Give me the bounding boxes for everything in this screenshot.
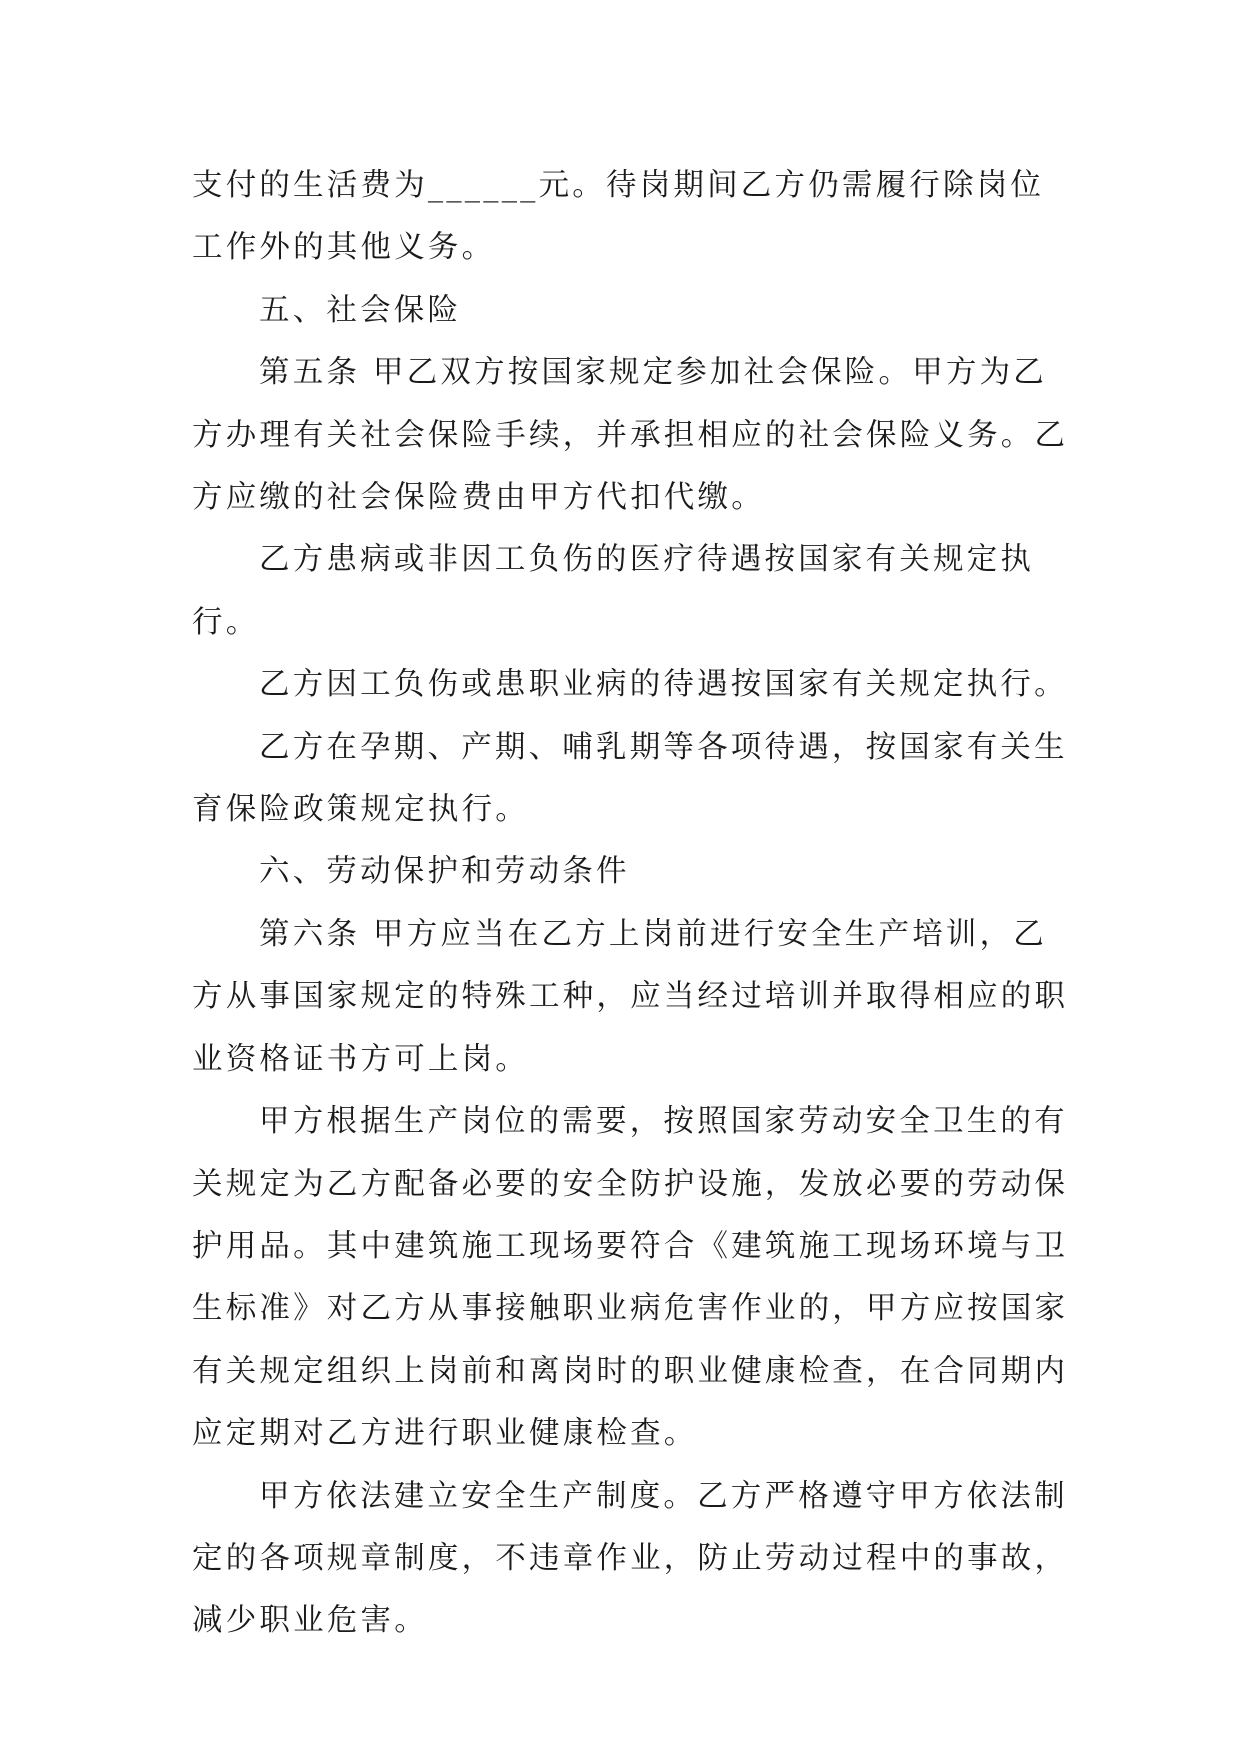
section-heading-labor-protection: 六、劳动保护和劳动条件 bbox=[259, 854, 630, 890]
document-page bbox=[192, 155, 1072, 1653]
article-5-paragraph-1: 第五条 甲乙双方按国家规定参加社会保险。甲方为乙方办理有关社会保险手续，并承担相应的社会保险义务。乙方应缴的社会保险费由甲方代扣代缴。 bbox=[192, 355, 1069, 516]
article-6-paragraph-2: 甲方根据生产岗位的需要，按照国家劳动安全卫生的有关规定为乙方配备必要的安全防护设施，发放必要的劳动保护用品。其中建筑施工现场要符合《建筑施工现场环境与卫生标准》对乙方从事接触职业病危害作业的，甲方应按国家有关规定组织上岗前和离岗时的职业健康检查，在合同期内应定期对乙方进行职业健康检查。 bbox=[192, 1104, 1069, 1452]
paragraph-continuation: 支付的生活费为______元。待岗期间乙方仍需履行除岗位工作外的其他义务。 bbox=[192, 168, 1045, 266]
article-6-paragraph-1: 第六条 甲方应当在乙方上岗前进行安全生产培训，乙方从事国家规定的特殊工种，应当经过培训并取得相应的职业资格证书方可上岗。 bbox=[192, 916, 1069, 1077]
article-6-paragraph-3: 甲方依法建立安全生产制度。乙方严格遵守甲方依法制定的各项规章制度，不违章作业，防止劳动过程中的事故，减少职业危害。 bbox=[192, 1478, 1069, 1639]
article-5-paragraph-4: 乙方在孕期、产期、哺乳期等各项待遇，按国家有关生育保险政策规定执行。 bbox=[192, 729, 1068, 828]
section-heading-social-insurance: 五、社会保险 bbox=[259, 292, 462, 328]
article-5-paragraph-2: 乙方患病或非因工负伤的医疗待遇按国家有关规定执行。 bbox=[192, 542, 1035, 640]
article-5-paragraph-3: 乙方因工负伤或患职业病的待遇按国家有关规定执行。 bbox=[259, 667, 1068, 703]
